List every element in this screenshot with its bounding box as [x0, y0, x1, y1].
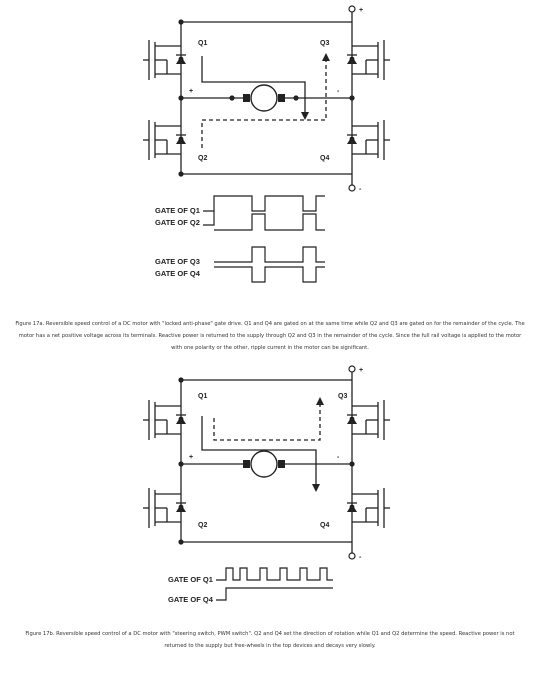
- label-q2-b: Q2: [198, 522, 208, 529]
- supply-terminal-positive: [349, 6, 355, 12]
- figure-17a-caption: [14, 318, 526, 354]
- figure-17b-caption: [14, 628, 526, 652]
- label-q4-b: Q4: [320, 522, 330, 529]
- h-bridge-diagram-a: [0, 0, 540, 300]
- gate-q4-label-b: GATE OF Q4: [168, 595, 213, 604]
- motor-icon-b: [251, 451, 277, 477]
- waveform-gate-q3: [214, 247, 325, 262]
- label-supply-positive: +: [359, 7, 364, 14]
- motor-minus-label-b: -: [337, 454, 340, 461]
- motor-terminal-left-b: [243, 460, 250, 468]
- supply-terminal-negative-b: [349, 553, 355, 559]
- waveform-gate-q4-b: [216, 588, 333, 600]
- label-supply-negative: -: [359, 186, 362, 193]
- label-q2: Q2: [198, 155, 208, 162]
- waveform-gate-q1: [203, 196, 325, 211]
- motor-plus-label-b: +: [189, 454, 194, 461]
- label-q3: Q3: [320, 40, 330, 47]
- label-q4: Q4: [320, 155, 330, 162]
- motor-plus-label: +: [189, 88, 194, 95]
- supply-terminal-negative: [349, 185, 355, 191]
- label-q3-b: Q3: [338, 393, 348, 400]
- arrow-down-icon-b: [312, 484, 320, 492]
- gate-q2-label: GATE OF Q2: [155, 218, 200, 227]
- gate-q3-label: GATE OF Q3: [155, 257, 200, 266]
- motor-icon: [251, 85, 277, 111]
- motor-minus-label: -: [337, 88, 340, 95]
- arrow-down-icon: [301, 112, 309, 120]
- label-q1: Q1: [198, 40, 208, 47]
- caption-text-a: Figure 17a. Reversible speed control of a DC motor with "locked anti-phase" gate drive. Q1 and Q4 are gated on at the same time while Q2 and Q3 are gated on for the remainder of the cycle. The motor has a net positive voltage across its terminals. Reactive power is returned to the supply through Q2 and Q3 in the remainder of the cycle. Since the full rail voltage is applied to the motor with one polarity or the other, ripple current in the motor can be significant.: [15, 321, 525, 351]
- gate-q1-label: GATE OF Q1: [155, 206, 200, 215]
- h-bridge-diagram-b: [0, 360, 540, 610]
- label-supply-positive-b: +: [359, 367, 364, 374]
- motor-terminal-right-b: [278, 460, 285, 468]
- caption-text-b: Figure 17b. Reversible speed control of a DC motor with "steering switch, PWM switch". Q2 and Q4 set the direction of rotation while Q1 and Q2 determine the speed. Reactive power is not returned to the supply but free-wheels in the top devices and decays very slowly.: [25, 631, 515, 649]
- supply-terminal-positive-b: [349, 366, 355, 372]
- gate-q1-label-b: GATE OF Q1: [168, 575, 213, 584]
- arrow-up-icon-b: [316, 397, 324, 405]
- current-path-dashed-b: [214, 404, 320, 440]
- waveform-gate-q1-b: [216, 568, 333, 580]
- motor-terminal-left: [243, 94, 250, 102]
- motor-terminal-right: [278, 94, 285, 102]
- gate-q4-label: GATE OF Q4: [155, 269, 200, 278]
- waveform-gate-q4: [214, 267, 325, 282]
- label-q1-b: Q1: [198, 393, 208, 400]
- waveform-gate-q2: [203, 211, 325, 230]
- label-supply-negative-b: -: [359, 554, 362, 561]
- arrow-up-icon: [322, 53, 330, 61]
